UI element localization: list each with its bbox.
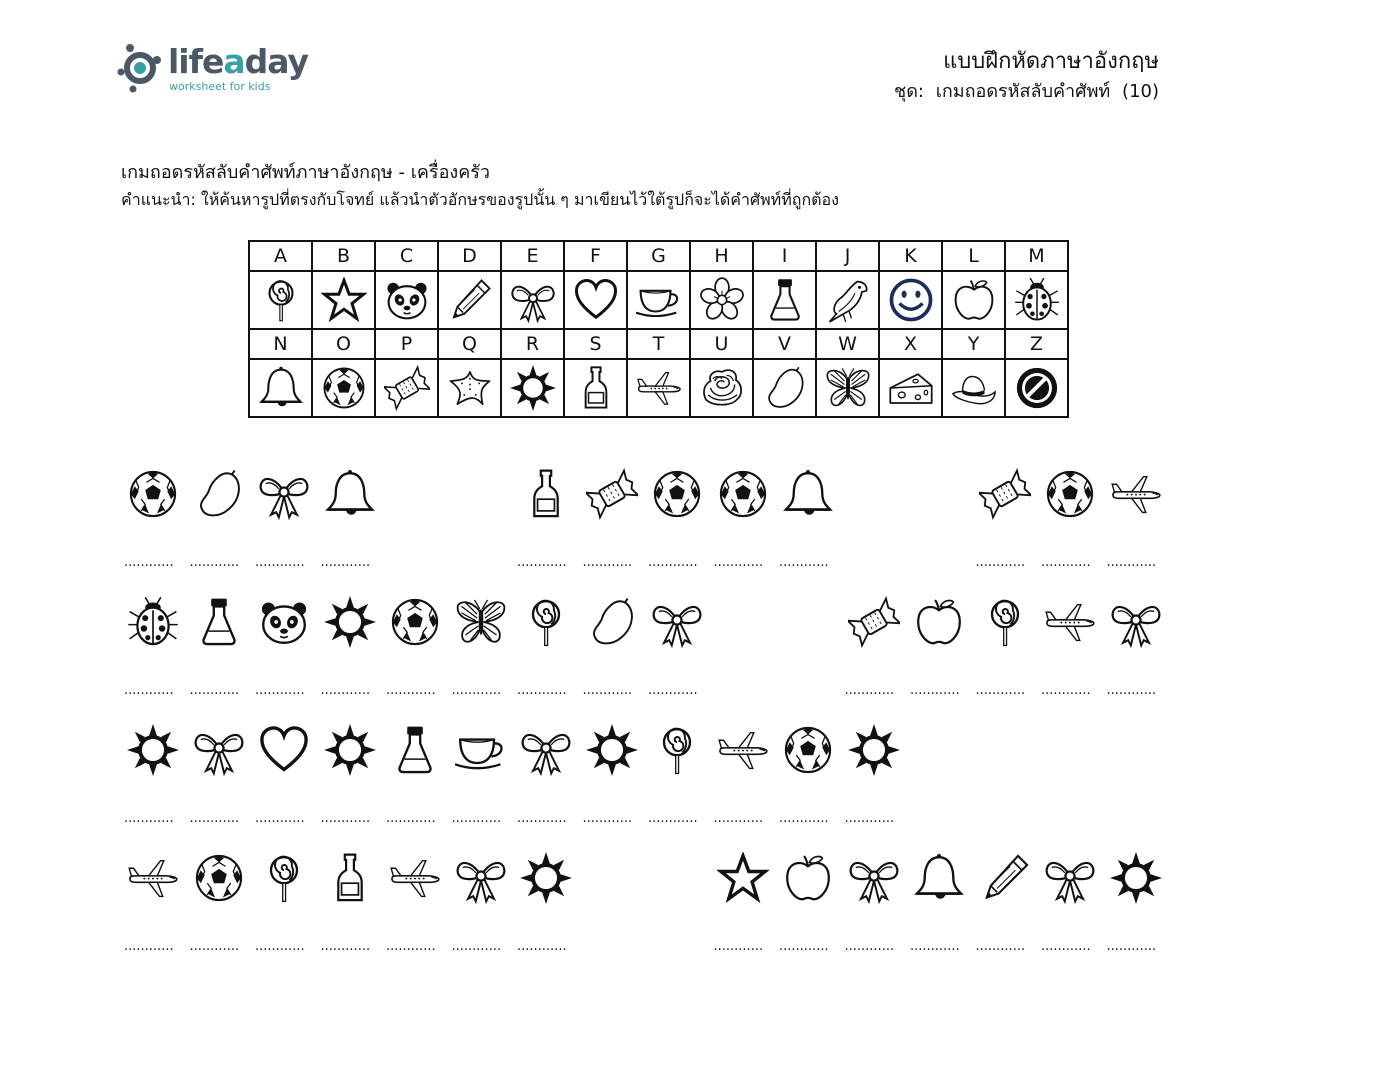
sun-icon	[510, 365, 556, 411]
key-letter-l: L	[942, 241, 1005, 271]
clue-picture	[717, 468, 773, 524]
soccer-ball-icon	[717, 468, 769, 520]
flask-icon	[762, 277, 808, 323]
answer-blank[interactable]: ............	[189, 555, 240, 570]
candy-icon	[384, 365, 430, 411]
set-label: ชุด:	[893, 81, 924, 102]
clue-picture	[913, 596, 969, 652]
sun-icon	[520, 852, 572, 904]
apple-icon	[913, 596, 965, 648]
sun-icon	[586, 724, 638, 776]
panda-icon	[384, 277, 430, 323]
clue-picture	[520, 596, 576, 652]
key-letter-m: M	[1005, 241, 1068, 271]
answer-blank[interactable]: ............	[124, 811, 174, 826]
clue-picture	[651, 596, 707, 652]
key-letter-y: Y	[942, 329, 1005, 359]
bow-icon	[651, 596, 703, 648]
teacup-icon	[455, 724, 507, 776]
pencil-icon	[979, 852, 1031, 904]
clue-picture	[455, 724, 511, 780]
key-letter-row	[249, 241, 1068, 271]
sun-icon	[1110, 852, 1162, 904]
key-letter-f: F	[564, 241, 627, 271]
answer-blank[interactable]: ............	[189, 811, 240, 826]
key-letter-b: B	[312, 241, 375, 271]
lollipop-icon	[520, 596, 572, 648]
clue-picture	[324, 596, 380, 652]
bow-icon	[848, 852, 900, 904]
answer-blank[interactable]: ............	[844, 683, 895, 698]
answer-blank[interactable]: ............	[713, 939, 764, 954]
clue-picture	[1044, 468, 1100, 524]
lollipop-icon	[258, 852, 310, 904]
key-letter-q: Q	[438, 329, 501, 359]
key-icon-cell	[753, 271, 816, 329]
clue-picture	[324, 852, 380, 908]
answer-blank[interactable]: ............	[1106, 939, 1157, 954]
bow-icon	[1044, 852, 1096, 904]
answer-blank[interactable]: ............	[189, 683, 240, 698]
clue-picture	[324, 468, 380, 524]
clue-picture	[586, 468, 642, 524]
airplane-icon	[389, 852, 441, 904]
key-letter-e: E	[501, 241, 564, 271]
flask-icon	[193, 596, 245, 648]
sun-icon	[324, 596, 376, 648]
pencil-icon	[447, 277, 493, 323]
clue-picture	[127, 724, 183, 780]
key-icon-row	[249, 359, 1068, 417]
answer-blank[interactable]: ............	[320, 939, 371, 954]
panda-icon	[258, 596, 310, 648]
soccer-ball-icon	[321, 365, 367, 411]
answer-blank[interactable]: ............	[844, 939, 895, 954]
answer-blank[interactable]: ............	[124, 555, 174, 570]
soccer-ball-icon	[127, 468, 179, 520]
answer-blank[interactable]: ............	[517, 683, 567, 698]
clue-picture	[127, 852, 183, 908]
answer-blank[interactable]: ............	[648, 683, 698, 698]
key-letter-g: G	[627, 241, 690, 271]
bow-icon	[258, 468, 310, 520]
soccer-ball-icon	[651, 468, 703, 520]
clue-picture	[651, 724, 707, 780]
answer-blank[interactable]: ............	[648, 811, 698, 826]
answer-blank[interactable]: ............	[189, 939, 240, 954]
bow-icon	[193, 724, 245, 776]
clue-picture	[1044, 596, 1100, 652]
key-icon-cell	[879, 271, 942, 329]
bow-icon	[1110, 596, 1162, 648]
clue-picture	[193, 852, 249, 908]
answer-blank[interactable]: ............	[713, 555, 764, 570]
answer-blank[interactable]: ............	[124, 939, 174, 954]
worksheet-set	[888, 80, 1159, 104]
soccer-ball-icon	[1044, 468, 1096, 520]
key-letter-r: R	[501, 329, 564, 359]
clue-picture	[979, 468, 1035, 524]
answer-blank[interactable]: ............	[582, 683, 633, 698]
key-letter-z: Z	[1005, 329, 1068, 359]
key-icon-cell	[816, 359, 879, 417]
answer-blank[interactable]: ............	[386, 811, 436, 826]
starfish-icon	[447, 365, 493, 411]
answer-blank[interactable]: ............	[910, 683, 960, 698]
answer-blank[interactable]: ............	[779, 939, 829, 954]
answer-blank[interactable]: ............	[255, 939, 305, 954]
key-icon-row	[249, 271, 1068, 329]
answer-blank[interactable]: ............	[975, 555, 1026, 570]
soccer-ball-icon	[782, 724, 834, 776]
clue-picture	[1110, 468, 1166, 524]
bottle-icon	[520, 468, 572, 520]
key-icon-cell	[753, 359, 816, 417]
airplane-icon	[1110, 468, 1162, 520]
bird-icon	[825, 277, 871, 323]
mango-icon	[193, 468, 245, 520]
answer-blank[interactable]: ............	[1106, 683, 1157, 698]
clue-picture	[1110, 596, 1166, 652]
key-icon-cell	[501, 359, 564, 417]
worksheet-title: แบบฝึกหัดภาษาอังกฤษ	[943, 49, 1159, 74]
bell-icon	[913, 852, 965, 904]
candy-icon	[848, 596, 900, 648]
key-icon-cell	[249, 359, 312, 417]
clue-picture	[520, 852, 576, 908]
answer-blank[interactable]: ............	[451, 939, 502, 954]
answer-blank[interactable]: ............	[255, 683, 305, 698]
bell-icon	[324, 468, 376, 520]
soccer-ball-icon	[193, 852, 245, 904]
key-icon-cell	[627, 271, 690, 329]
answer-blank[interactable]: ............	[255, 555, 305, 570]
logo-tagline: worksheet for kids	[169, 80, 271, 93]
game-title: เกมถอดรหัสลับคำศัพท์ภาษาอังกฤษ - เครื่องครัว	[121, 162, 491, 183]
bottle-icon	[324, 852, 376, 904]
ladybug-icon	[127, 596, 179, 648]
clue-picture	[258, 852, 314, 908]
answer-blank[interactable]: ............	[517, 555, 567, 570]
key-icon-cell	[816, 271, 879, 329]
answer-blank[interactable]: ............	[451, 683, 502, 698]
answer-blank[interactable]: ............	[779, 811, 829, 826]
candy-icon	[979, 468, 1031, 520]
clue-picture	[717, 852, 773, 908]
clue-picture	[258, 468, 314, 524]
answer-blank[interactable]: ............	[582, 811, 633, 826]
clue-picture	[389, 596, 445, 652]
key-letter-u: U	[690, 329, 753, 359]
key-letter-k: K	[879, 241, 942, 271]
key-icon-cell	[1005, 359, 1068, 417]
clue-picture	[848, 852, 904, 908]
key-icon-cell	[312, 359, 375, 417]
soccer-ball-icon	[389, 596, 441, 648]
key-letter-i: I	[753, 241, 816, 271]
clue-picture	[193, 468, 249, 524]
clue-picture	[913, 852, 969, 908]
airplane-icon	[717, 724, 769, 776]
flask-icon	[389, 724, 441, 776]
clue-picture	[848, 596, 904, 652]
cipher-key-table	[248, 240, 1069, 418]
clue-picture	[389, 724, 445, 780]
answer-blank[interactable]: ............	[779, 555, 829, 570]
bow-icon	[510, 277, 556, 323]
key-letter-row	[249, 329, 1068, 359]
bottle-icon	[573, 365, 619, 411]
butterfly-icon	[825, 365, 871, 411]
instructions: คำแนะนำ: ให้ค้นหารูปที่ตรงกับโจทย์ แล้วนำตัวอักษรของรูปนั้น ๆ มาเขียนไว้ใต้รูปก็จะได้คำศัพท์ที่ถูกต้อง	[121, 190, 839, 209]
clue-picture	[586, 596, 642, 652]
lollipop-icon	[979, 596, 1031, 648]
logo-wordmark: lifeaday	[168, 42, 309, 81]
set-name: เกมถอดรหัสลับคำศัพท์	[935, 81, 1111, 102]
clue-picture	[455, 596, 511, 652]
key-letter-p: P	[375, 329, 438, 359]
logo-mark-icon	[116, 42, 166, 98]
hat-icon	[951, 365, 997, 411]
answer-blank[interactable]: ............	[975, 939, 1026, 954]
key-icon-cell	[438, 359, 501, 417]
answer-blank[interactable]: ............	[582, 555, 633, 570]
key-icon-cell	[312, 271, 375, 329]
clue-picture	[979, 596, 1035, 652]
bow-icon	[455, 852, 507, 904]
key-letter-h: H	[690, 241, 753, 271]
answer-blank[interactable]: ............	[1041, 555, 1091, 570]
bell-icon	[258, 365, 304, 411]
clue-picture	[127, 596, 183, 652]
key-icon-cell	[438, 271, 501, 329]
key-icon-cell	[690, 359, 753, 417]
key-letter-n: N	[249, 329, 312, 359]
heart-icon	[258, 724, 310, 776]
no-sign-icon	[1014, 365, 1060, 411]
answer-blank[interactable]: ............	[320, 811, 371, 826]
answer-blank[interactable]: ............	[1041, 683, 1091, 698]
key-icon-cell	[1005, 271, 1068, 329]
smiley-icon	[888, 277, 934, 323]
ladybug-icon	[1014, 277, 1060, 323]
airplane-icon	[636, 365, 682, 411]
clue-picture	[258, 724, 314, 780]
bow-icon	[520, 724, 572, 776]
bell-icon	[782, 468, 834, 520]
key-icon-cell	[879, 359, 942, 417]
answer-blank[interactable]: ............	[910, 939, 960, 954]
answer-blank[interactable]: ............	[451, 811, 502, 826]
flower-icon	[699, 277, 745, 323]
key-icon-cell	[942, 271, 1005, 329]
apple-icon	[951, 277, 997, 323]
answer-blank[interactable]: ............	[255, 811, 305, 826]
answer-blank[interactable]: ............	[517, 939, 567, 954]
clue-picture	[979, 852, 1035, 908]
clue-picture	[782, 724, 838, 780]
answer-blank[interactable]: ............	[1106, 555, 1157, 570]
key-icon-cell	[375, 359, 438, 417]
lollipop-icon	[258, 277, 304, 323]
cheese-icon	[888, 365, 934, 411]
answer-blank[interactable]: ............	[124, 683, 174, 698]
airplane-icon	[1044, 596, 1096, 648]
clue-picture	[651, 468, 707, 524]
answer-blank[interactable]: ............	[844, 811, 895, 826]
answer-blank[interactable]: ............	[975, 683, 1026, 698]
clue-picture	[782, 468, 838, 524]
clue-picture	[520, 724, 576, 780]
key-letter-w: W	[816, 329, 879, 359]
clue-picture	[127, 468, 183, 524]
answer-blank[interactable]: ............	[648, 555, 698, 570]
key-icon-cell	[627, 359, 690, 417]
star-icon	[717, 852, 769, 904]
candy-icon	[586, 468, 638, 520]
apple-icon	[782, 852, 834, 904]
answer-blank[interactable]: ............	[386, 683, 436, 698]
airplane-icon	[127, 852, 179, 904]
clue-picture	[389, 852, 445, 908]
clue-picture	[782, 852, 838, 908]
answer-blank[interactable]: ............	[713, 811, 764, 826]
set-number: (10)	[1122, 81, 1159, 102]
key-letter-s: S	[564, 329, 627, 359]
key-icon-cell	[249, 271, 312, 329]
clue-picture	[717, 724, 773, 780]
clue-picture	[455, 852, 511, 908]
answer-blank[interactable]: ............	[1041, 939, 1091, 954]
key-icon-cell	[564, 271, 627, 329]
teacup-icon	[636, 277, 682, 323]
key-letter-d: D	[438, 241, 501, 271]
key-letter-j: J	[816, 241, 879, 271]
key-icon-cell	[501, 271, 564, 329]
clue-picture	[848, 724, 904, 780]
key-icon-cell	[375, 271, 438, 329]
answer-blank[interactable]: ............	[320, 555, 371, 570]
lifeaday-logo	[116, 42, 316, 102]
lollipop-icon	[651, 724, 703, 776]
clue-picture	[193, 724, 249, 780]
key-letter-a: A	[249, 241, 312, 271]
mango-icon	[586, 596, 638, 648]
key-letter-c: C	[375, 241, 438, 271]
sun-icon	[324, 724, 376, 776]
clue-picture	[1044, 852, 1100, 908]
key-icon-cell	[690, 271, 753, 329]
key-letter-x: X	[879, 329, 942, 359]
clue-picture	[258, 596, 314, 652]
answer-blank[interactable]: ............	[320, 683, 371, 698]
sun-icon	[848, 724, 900, 776]
sun-icon	[127, 724, 179, 776]
clue-picture	[520, 468, 576, 524]
clue-picture	[193, 596, 249, 652]
answer-blank[interactable]: ............	[386, 939, 436, 954]
key-letter-t: T	[627, 329, 690, 359]
mango-icon	[762, 365, 808, 411]
key-icon-cell	[564, 359, 627, 417]
key-icon-cell	[942, 359, 1005, 417]
heart-icon	[573, 277, 619, 323]
key-letter-v: V	[753, 329, 816, 359]
clue-picture	[586, 724, 642, 780]
star-icon	[321, 277, 367, 323]
clue-picture	[324, 724, 380, 780]
clue-picture	[1110, 852, 1166, 908]
answer-blank[interactable]: ............	[517, 811, 567, 826]
butterfly-icon	[455, 596, 507, 648]
key-letter-o: O	[312, 329, 375, 359]
rose-icon	[699, 365, 745, 411]
